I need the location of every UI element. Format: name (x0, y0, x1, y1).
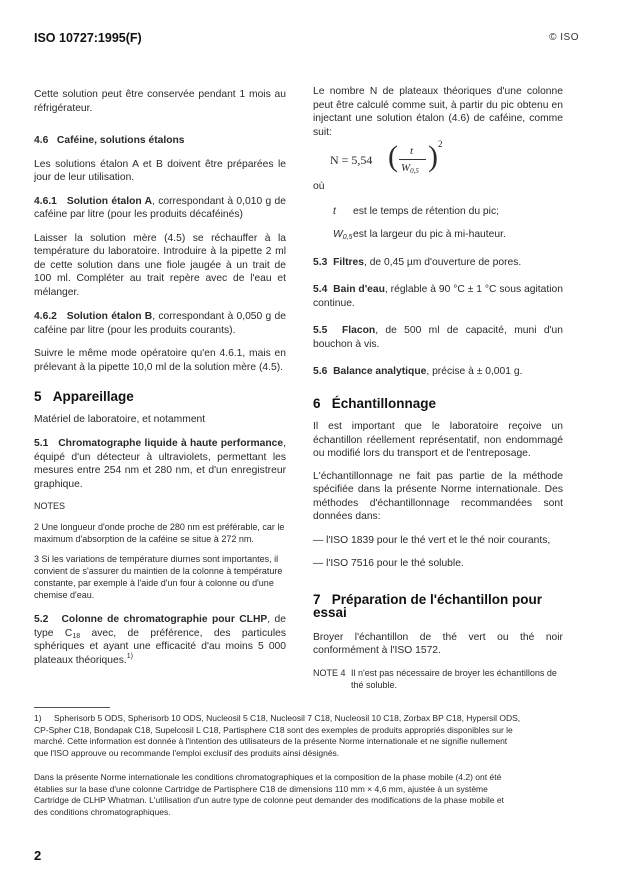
paragraph: Broyer l'échantillon de thé vert ou thé noir conformément à l'ISO 1572. (313, 631, 563, 656)
section-number: 4.6.2 (34, 311, 57, 322)
plate-number-formula (330, 139, 450, 178)
paragraph: Il est important que le laboratoire reçoive un échantillon réellement représentatif, non endommagé ou modifié lors du transport et de l'entreposage. (313, 421, 563, 459)
section-text: , correspondant à 0,050 g de caféine par litre (pour les produits courants). (34, 311, 286, 336)
note-2: 2 Une longueur d'onde proche de 280 nm est préférable, car le maximum d'absorption de la caféine se situe à 272 nm. (34, 522, 285, 544)
section-4-6-1 (34, 195, 286, 222)
section-title: Solution étalon B (66, 311, 153, 322)
formula-exponent: 2 (438, 139, 443, 149)
section-heading-6: 6 Échantillonnage (313, 395, 437, 411)
list-item: — l'ISO 1839 pour le thé vert et le thé noir courants, (313, 534, 551, 546)
section-5-2 (34, 613, 286, 667)
section-5-4: 5.4 Bain d'eau, réglable à 90 °C ± 1 °C sous agitation continue. (313, 284, 563, 309)
section-title: Solution étalon A (66, 195, 153, 207)
section-number: 4.6 (34, 135, 49, 146)
section-title: Chromatographe liquide à haute performance (58, 438, 284, 449)
section-number: 4.6.1 (34, 195, 57, 207)
paragraph: Matériel de laboratoire, et notamment (34, 413, 206, 425)
section-title: Appareillage (52, 389, 134, 404)
formula-numerator: t (410, 145, 414, 157)
bottom-line: Cartridge de CLHP Whatman. L'utilisation d'un autre type de colonne peut demander des modifications de la phase mobile et (34, 795, 504, 805)
bottom-line: établies sur la base d'une colonne Cartridge de Partisphere C18 de dimensions 110 mm × 4,6 mm, ajustée à un système (34, 783, 488, 794)
where-label: où (313, 181, 325, 192)
definition-t: t est le temps de rétention du pic; (333, 205, 499, 217)
section-text: , correspondant à 0,010 g de caféine par litre (pour les produits décaféinés) (34, 195, 286, 220)
section-number: 5.1 (34, 438, 49, 449)
section-5-6: 5.6 Balance analytique, précise à ± 0,001 g. (313, 366, 523, 377)
fraction-bar (399, 159, 426, 160)
bottom-paragraph (34, 772, 589, 818)
bottom-line: Dans la présente Norme internationale les conditions chromatographiques et la composition de la phase mobile (4.2) ont été (34, 772, 502, 782)
right-paren: ) (428, 140, 438, 173)
section-text: , équipé d'un détecteur à ultraviolets, permettant les mesures entre 254 nm et 280 nm, et d'un enregistreur graphique. (34, 438, 286, 490)
section-number: 5 (34, 389, 42, 404)
section-text: avec, de préférence, des particules sphériques et ayant une efficacité d'au moins 5 000 plateaux théoriques. (34, 627, 286, 666)
standard-number: ISO 10727:1995(F) (34, 31, 142, 45)
formula-denominator: $W_{0,5}$ (401, 162, 419, 175)
notes-label: NOTES (34, 501, 66, 511)
section-5-1 (34, 437, 286, 491)
paragraph: Laisser la solution mère (4.5) se réchauffer à la température du laboratoire. Introduire à la pipette 2 ml de cette solution dans une fiole jaugée à un trait de 100 ml. Compléter au trait repère avec de l'eau et mélanger. (34, 232, 286, 298)
paragraph: Suivre le même mode opératoire qu'en 4.6.1, mais en prélevant à la pipette 10,0 ml de la solution mère (4.5). (34, 348, 286, 373)
footnote-line: marché. Cette information est donnée à l'intention des utilisateurs de la présente Norme internationale et ne signifie nullement (34, 736, 508, 746)
footnote (34, 713, 589, 759)
footnote-ref[interactable]: 1) (126, 652, 133, 660)
section-heading-4-6 (34, 134, 286, 148)
bottom-line: des conditions chromatographiques. (34, 806, 171, 817)
paragraph: Cette solution peut être conservée pendant 1 mois au réfrigérateur. (34, 89, 286, 114)
right-column (313, 85, 563, 139)
section-4-6-2 (34, 310, 286, 337)
footnote-divider (34, 707, 110, 708)
note-4: NOTE 4 Il n'est pas nécessaire de broyer les échantillons de thé soluble. (313, 667, 557, 690)
footnote-line: que l'ISO approuve ou recommande l'emploi exclusif des produits ainsi désignés. (34, 747, 340, 758)
section-heading-5 (34, 390, 286, 404)
formula-lhs: N = 5,54 (330, 153, 373, 167)
paragraph: Le nombre N de plateaux théoriques d'une colonne peut être calculé comme suit, à partir du pic obtenu en injectant une solution étalon (4.6) de caféine, comme suit: (313, 86, 563, 138)
paragraph: L'échantillonnage ne fait pas partie de la méthode spécifiée dans la présente Norme internationale. Des méthodes d'échantillonnage recommandées sont données dans: (313, 470, 563, 522)
footnote-line: 1) Spherisorb 5 ODS, Spherisorb 10 ODS, Nucleosil 5 C18, Nucleosil 7 C18, Nucleosil 10 C18, Zorbax BP C18, Hypersil ODS, (34, 713, 521, 723)
note-3: 3 Si les variations de température diurnes sont importantes, il convient de s'assurer du maintien de la colonne à température constante, par exemple à l'aide d'un four à colonne ou d'une chemise d'eau. (34, 554, 283, 600)
footnote-line: CP-Spher C18, Bondapak C18, Supelcosil L C18, Partisphere C18 sont des exemples de produits appropriés disponibles sur le (34, 724, 513, 735)
section-5-5: 5.5 Flacon, de 500 ml de capacité, muni d'un bouchon à vis. (313, 325, 563, 350)
left-column (34, 88, 286, 667)
section-heading-7: 7 Préparation de l'échantillon pour essai (313, 591, 543, 620)
page-number: 2 (34, 848, 42, 863)
subscript: 18 (72, 632, 81, 640)
definition-w: $W_{0,5}est$ la largeur du pic à mi-hauteur. (333, 229, 506, 241)
section-number: 5.2 (34, 614, 49, 625)
section-title: Colonne de chromatographie pour CLHP (61, 614, 268, 625)
copyright-mark: © ISO (549, 32, 579, 43)
section-5-3: 5.3 Filtres, de 0,45 µm d'ouverture de pores. (313, 256, 522, 268)
list-item: — l'ISO 7516 pour le thé soluble. (313, 558, 464, 569)
right-column-defs (313, 180, 563, 691)
section-title: Caféine, solutions étalons (56, 135, 185, 146)
paragraph: Les solutions étalon A et B doivent être préparées le jour de leur utilisation. (34, 158, 286, 183)
section-text: , de type C (34, 614, 286, 639)
left-paren: ( (388, 140, 398, 173)
